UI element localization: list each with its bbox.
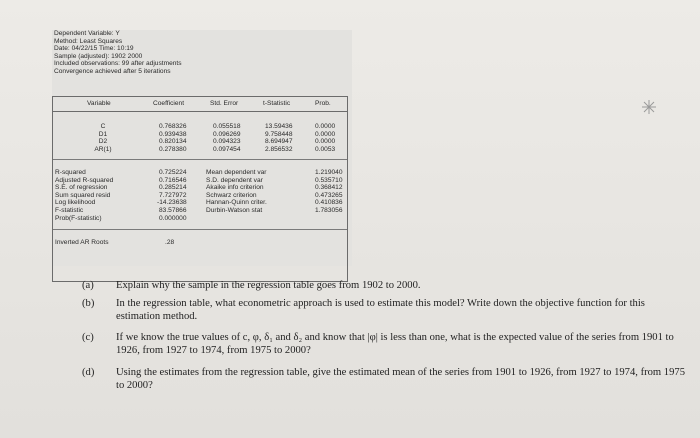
question-b	[82, 297, 692, 327]
regression-output	[52, 30, 352, 266]
stat-value: 1.783056	[315, 207, 343, 214]
col-variable: Variable	[87, 100, 111, 107]
question-label: (d)	[82, 367, 95, 378]
row-p: 0.0000	[315, 130, 336, 138]
results-table	[52, 96, 348, 282]
stat-value: 83.57866	[159, 207, 187, 214]
question-label: (c)	[82, 332, 94, 343]
stat-label: Durbin-Watson stat	[206, 207, 263, 214]
row-var: C	[100, 123, 106, 130]
stat-label: R-squared	[55, 169, 86, 176]
stat-value: 7.727972	[159, 191, 187, 199]
row-var: D2	[98, 138, 108, 146]
stat-value: 0.410836	[315, 199, 343, 207]
stat-value: 0.473265	[315, 191, 343, 199]
stat-label: Sum squared resid	[55, 191, 111, 199]
row-se: 0.055518	[213, 123, 241, 130]
row-t: 13.59436	[265, 123, 293, 130]
question-text: If we know the true values of c, φ, δ₁ and δ₂ and know that |φ| is less than one, what is the expected value of the series from 1901 to 1926, from 1927 to 1974, from 1975 to 2000?	[116, 332, 674, 356]
sparkle-mark-icon	[640, 98, 658, 116]
output-header	[54, 30, 182, 76]
stat-value: 0.000000	[159, 214, 187, 222]
row-coef: 0.768326	[159, 123, 187, 130]
question-text: Using the estimates from the regression table, give the estimated mean of the series from 1901 to 1926, from 1927 to 1974, from 1975 to 2000?	[116, 367, 685, 391]
stat-value: 0.285214	[159, 184, 187, 192]
row-t: 9.758448	[265, 130, 293, 138]
row-coef: 0.820134	[159, 138, 187, 146]
row-var: D1	[98, 130, 108, 138]
question-text: In the regression table, what econometric approach is used to estimate this model? Write down the objective function for this estimation method.	[116, 298, 645, 322]
row-t: 8.694947	[265, 138, 293, 146]
question-d	[82, 366, 692, 396]
method: Method: Least Squares	[54, 37, 123, 45]
dependent-variable: Dependent Variable: Y	[54, 30, 120, 37]
stat-value: 0.716546	[159, 176, 187, 184]
observations: Included observations: 99 after adjustments	[54, 60, 182, 68]
row-t: 2.856532	[265, 145, 293, 153]
row-coef: 0.278380	[159, 145, 187, 153]
stat-label: Log likelihood	[55, 199, 96, 207]
question-a	[82, 279, 692, 297]
question-c	[82, 331, 692, 361]
row-se: 0.094323	[213, 138, 241, 146]
sample: Sample (adjusted): 1902 2000	[54, 52, 143, 60]
stat-label: F-statistic	[55, 207, 84, 214]
row-p: 0.0000	[315, 138, 336, 146]
row-coef: 0.939438	[159, 130, 187, 138]
stat-value: 0.535710	[315, 176, 343, 184]
stat-label: S.D. dependent var	[206, 176, 263, 184]
table-divider	[53, 159, 347, 160]
stat-value: 0.368412	[315, 184, 343, 192]
row-p: 0.0053	[315, 145, 336, 153]
row-p: 0.0000	[315, 123, 336, 130]
row-se: 0.097454	[213, 145, 241, 153]
stat-label: Schwarz criterion	[206, 191, 257, 199]
stat-label: Akaike info criterion	[206, 184, 264, 192]
col-prob: Prob.	[315, 100, 331, 107]
inverted-ar-roots-value: .28	[165, 239, 175, 246]
table-divider	[53, 229, 347, 230]
stat-value: 0.725224	[159, 169, 187, 176]
question-label: (a)	[82, 280, 94, 291]
stat-label: Hannan-Quinn criter.	[206, 199, 267, 207]
stat-label: Prob(F-statistic)	[55, 214, 102, 222]
stat-label: Mean dependent var	[206, 169, 267, 176]
question-label: (b)	[82, 298, 95, 309]
question-text: Explain why the sample in the regression table goes from 1902 to 2000.	[116, 280, 421, 291]
col-std-error: Std. Error	[210, 100, 239, 107]
stat-label: Adjusted R-squared	[55, 176, 114, 184]
stat-label: S.E. of regression	[55, 184, 108, 192]
col-t-statistic: t-Statistic	[263, 100, 291, 107]
row-se: 0.096269	[213, 130, 241, 138]
col-coefficient: Coefficient	[153, 100, 185, 107]
stat-value: -14.23638	[157, 199, 187, 207]
inverted-ar-roots-label: Inverted AR Roots	[55, 239, 109, 246]
stat-value: 1.219040	[315, 169, 343, 176]
convergence: Convergence achieved after 5 iterations	[54, 67, 171, 75]
column-headers	[53, 97, 347, 112]
row-var: AR(1)	[94, 145, 112, 153]
date-time: Date: 04/22/15 Time: 10:19	[54, 45, 134, 53]
